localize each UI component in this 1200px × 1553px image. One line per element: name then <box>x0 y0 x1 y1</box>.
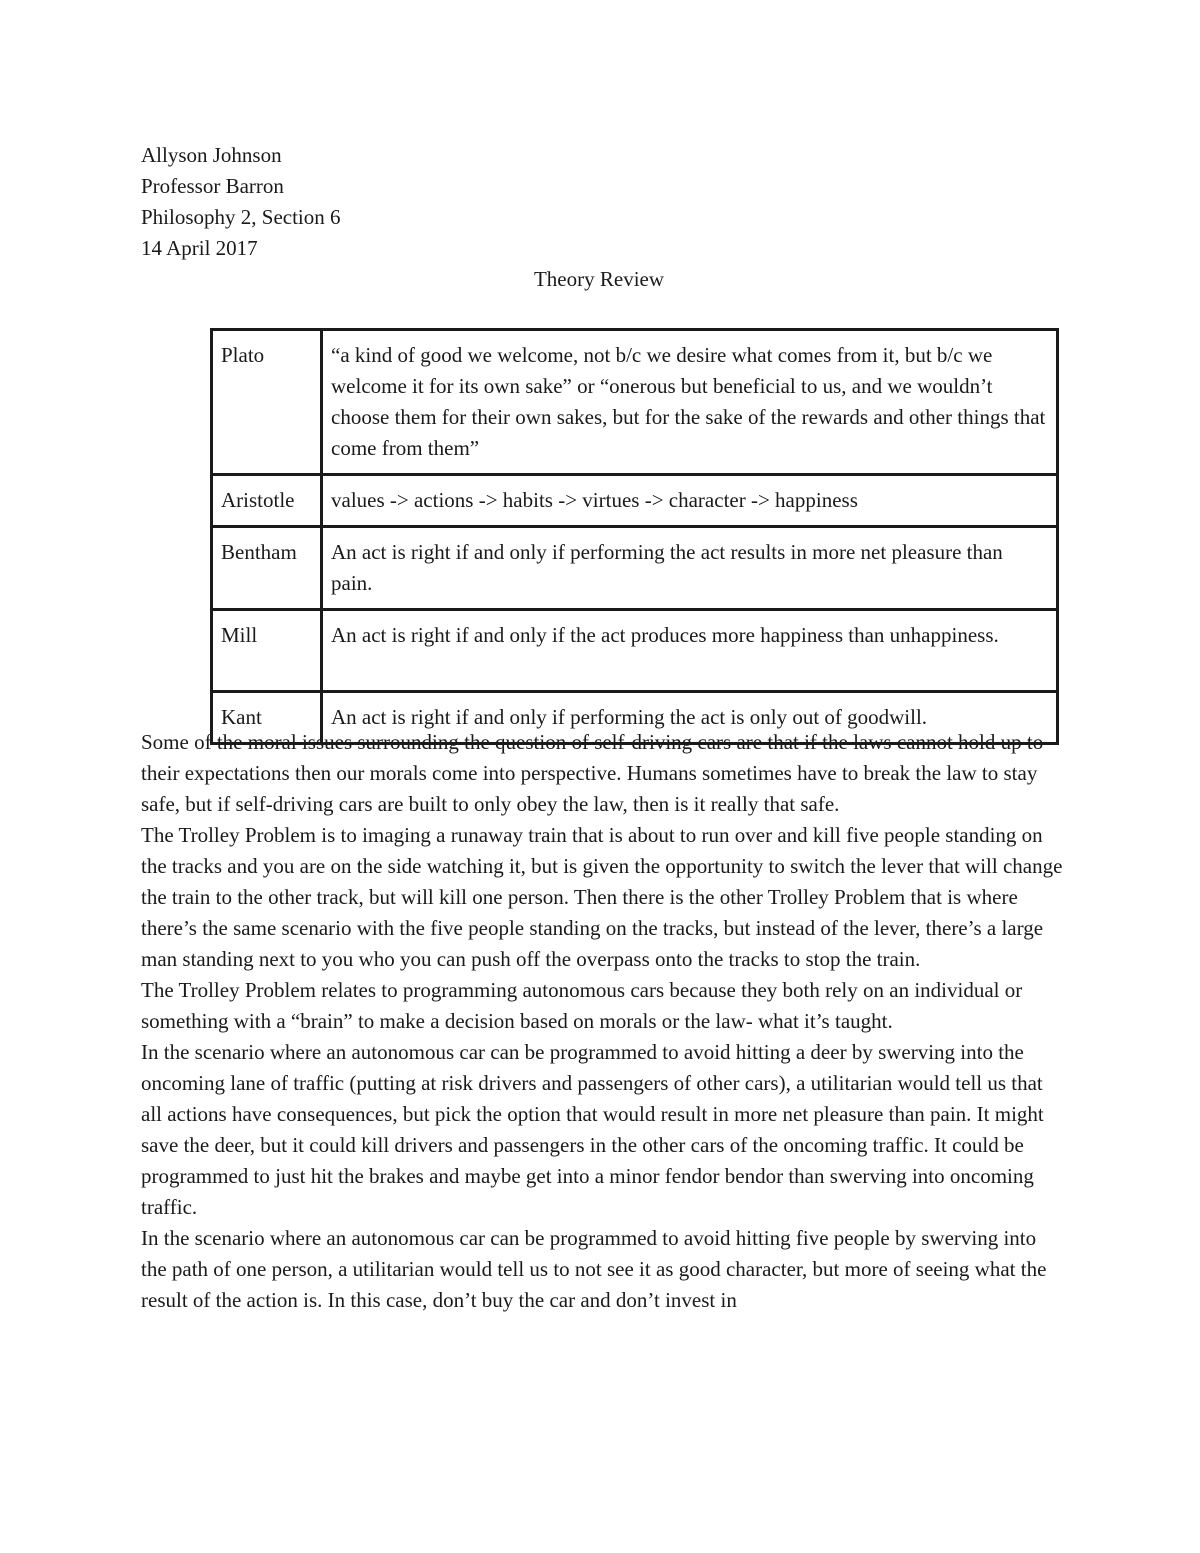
paragraph-deer-scenario: In the scenario where an autonomous car can be programmed to avoid hitting a deer by swerving into the oncoming lane of traffic (putting at risk drivers and passengers of other cars), a utilitarian would tell us that all actions have consequences, but pick the option that would result in more net pleasure than pain. It might save the deer, but it could kill drivers and passengers in the other cars of the oncoming traffic. It could be programmed to just hit the brakes and maybe get into a minor fendor bendor than swerving into oncoming traffic. <box>141 1040 1044 1219</box>
table-row <box>212 610 1058 692</box>
professor-name: Professor Barron <box>141 174 284 198</box>
student-name: Allyson Johnson <box>141 143 282 167</box>
table-row <box>212 527 1058 610</box>
theory-name: Bentham <box>212 527 322 610</box>
theory-name: Aristotle <box>212 475 322 527</box>
paragraph-autonomous-cars: The Trolley Problem relates to programming autonomous cars because they both rely on an individual or something with a “brain” to make a decision based on morals or the law- what it’s taught. <box>141 978 1023 1033</box>
theory-description: “a kind of good we welcome, not b/c we desire what comes from it, but b/c we welcome it for its own sake” or “onerous but beneficial to us, and we wouldn’t choose them for their own sakes, but for the sake of the rewards and other things that come from them” <box>322 330 1058 475</box>
document-date: 14 April 2017 <box>141 236 258 260</box>
theory-description: An act is right if and only if performing the act results in more net pleasure than pain. <box>322 527 1058 610</box>
table-row <box>212 475 1058 527</box>
theory-name: Mill <box>212 610 322 692</box>
theory-description: values -> actions -> habits -> virtues -> character -> happiness <box>322 475 1058 527</box>
document-header <box>141 140 1061 295</box>
paragraph-five-people-scenario: In the scenario where an autonomous car can be programmed to avoid hitting five people by swerving into the path of one person, a utilitarian would tell us to not see it as good character, but more of seeing what the result of the action is. In this case, don’t buy the car and don’t invest in <box>141 1226 1047 1312</box>
paragraph-moral-issues: Some of the moral issues surrounding the question of self-driving cars are that if the laws cannot hold up to their expectations then our morals come into perspective. Humans sometimes have to break the law to stay safe, but if self-driving cars are built to only obey the law, then is it really that safe. <box>141 730 1044 816</box>
table-row <box>212 330 1058 475</box>
document-title: Theory Review <box>533 267 665 291</box>
theory-description: An act is right if and only if performing the act is only out of goodwill. <box>322 692 1058 744</box>
theory-table <box>210 328 1059 745</box>
theory-name: Plato <box>212 330 322 475</box>
theory-description: An act is right if and only if the act produces more happiness than unhappiness. <box>322 610 1058 692</box>
theory-name: Kant <box>212 692 322 744</box>
paragraph-trolley-problem: The Trolley Problem is to imaging a runaway train that is about to run over and kill five people standing on the tracks and you are on the side watching it, but is given the opportunity to switch the lever that will change the train to the other track, but will kill one person. Then there is the other Trolley Problem that is where there’s the same scenario with the five people standing on the tracks, but instead of the lever, there’s a large man standing next to you who you can push off the overpass onto the tracks to stop the train. <box>141 823 1063 971</box>
course-name: Philosophy 2, Section 6 <box>141 205 341 229</box>
essay-body <box>141 727 1066 1316</box>
